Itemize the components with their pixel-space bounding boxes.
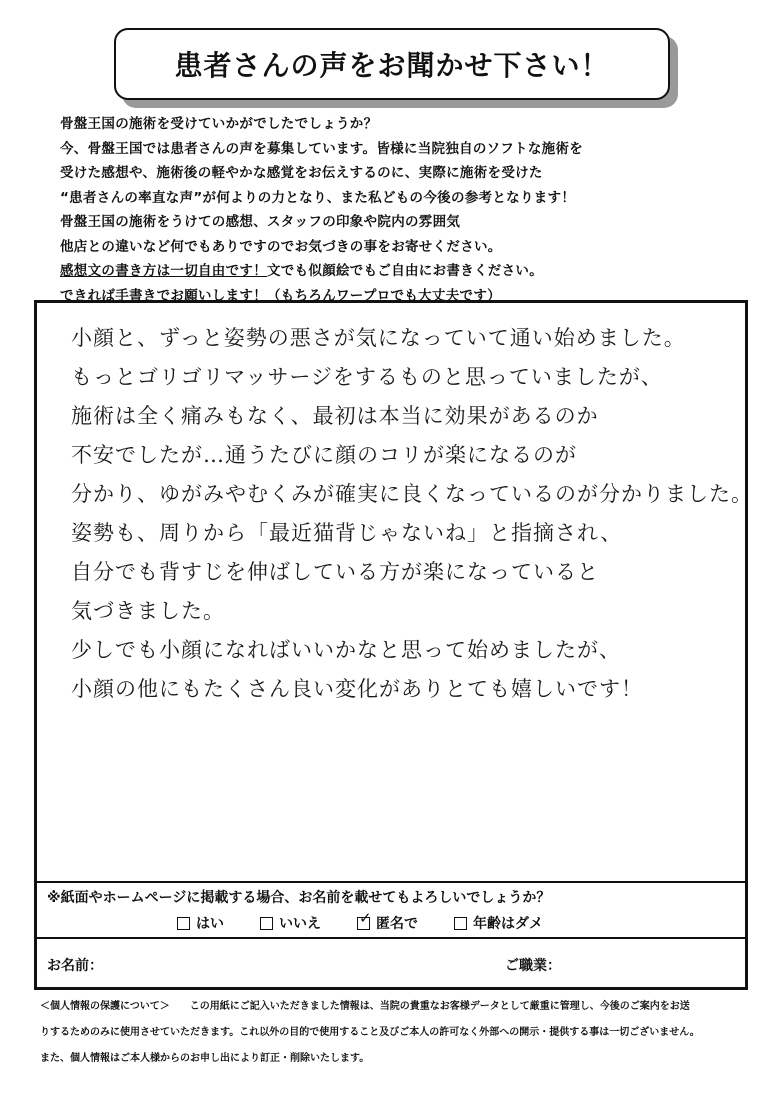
privacy-notice (40, 994, 750, 1072)
checkbox-yes[interactable] (177, 917, 190, 930)
privacy-line: りするためのみに使用させていただきます。これ以外の目的で使用すること及びご本人の許可なく外部への開示・提供する事は一切ございません。 (40, 1027, 700, 1038)
handwritten-line: 気づきました。 (71, 599, 225, 623)
handwritten-line: 分かり、ゆがみやむくみが確実に良くなっているのが分かりました。 (71, 482, 753, 506)
option-no[interactable] (260, 913, 321, 933)
handwritten-line: 姿勢も、周りから「最近猫背じゃないね」と指摘され、 (71, 521, 623, 545)
option-label: 匿名で (376, 916, 418, 932)
handwritten-line: 不安でしたが…通うたびに顔のコリが楽になるのが (71, 443, 577, 467)
option-label: いいえ (279, 916, 321, 932)
consent-options (47, 913, 735, 933)
option-label: 年齢はダメ (473, 916, 543, 932)
checkbox-no[interactable] (260, 917, 273, 930)
handwritten-line: もっとゴリゴリマッサージをするものと思っていましたが、 (71, 365, 663, 389)
intro-line: 他店との違いなど何でもありですのでお気づきの事をお寄せください。 (60, 238, 502, 255)
privacy-line: また、個人情報はご本人様からのお申し出により訂正・削除いたします。 (40, 1053, 370, 1064)
intro-line: “患者さんの率直な声”が何よりの力となり、また私どもの今後の参考となります！ (60, 189, 576, 206)
intro-line: 受けた感想や、施術後の軽やかな感覚をお伝えするのに、実際に施術を受けた (60, 165, 543, 181)
intro-line-handwriting-request: できれば手書きでお願いします！（もちろんワープロでも大丈夫です） (60, 287, 501, 304)
handwritten-comment (71, 319, 753, 709)
option-no-age[interactable] (454, 913, 543, 933)
handwritten-line: 小顔の他にもたくさん良い変化がありとても嬉しいです！ (71, 677, 643, 701)
privacy-line: ＜個人情報の保護について＞ この用紙にご記入いただきました情報は、当院の貴重なお客様データとして厳重に管理し、今後のご案内をお送 (40, 1001, 690, 1012)
intro-rest-text: 文でも似顔絵でもご自由にお書きください。 (267, 263, 543, 279)
intro-line: 骨盤王国の施術をうけての感想、スタッフの印象や院内の雰囲気 (60, 214, 461, 230)
option-label: はい (196, 916, 224, 932)
title-banner (114, 28, 670, 100)
name-field-label: お名前： (47, 958, 103, 974)
title-box (114, 28, 670, 100)
consent-question: ※紙面やホームページに掲載する場合、お名前を載せてもよろしいでしょうか？ (47, 890, 551, 906)
intro-line: 今、骨盤王国では患者さんの声を募集しています。皆様に当院独自のソフトな施術を (60, 140, 584, 157)
handwritten-line: 少しでも小顔になればいいかなと思って始めましたが、 (71, 638, 621, 662)
checkbox-no-age[interactable] (454, 917, 467, 930)
name-job-row (37, 943, 745, 987)
option-yes[interactable] (177, 913, 224, 933)
handwritten-line: 自分でも背すじを伸ばしている方が楽になっていると (71, 560, 599, 584)
page-title: 患者さんの声をお聞かせ下さい！ (174, 49, 610, 82)
handwritten-line: 小顔と、ずっと姿勢の悪さが気になっていて通い始めました。 (71, 326, 686, 350)
intro-line-free-style (60, 259, 730, 284)
consent-section (37, 881, 745, 939)
intro-text (60, 112, 730, 308)
intro-underlined-text: 感想文の書き方は一切自由です！ (60, 263, 267, 279)
job-field-label: ご職業： (505, 958, 561, 974)
comment-form-box (34, 300, 753, 990)
option-anonymous[interactable] (357, 913, 418, 933)
handwritten-line: 施術は全く痛みもなく、最初は本当に効果があるのか (71, 404, 599, 428)
intro-line: 骨盤王国の施術を受けていかがでしたでしょうか？ (60, 116, 378, 132)
checkbox-anonymous[interactable] (357, 917, 370, 930)
